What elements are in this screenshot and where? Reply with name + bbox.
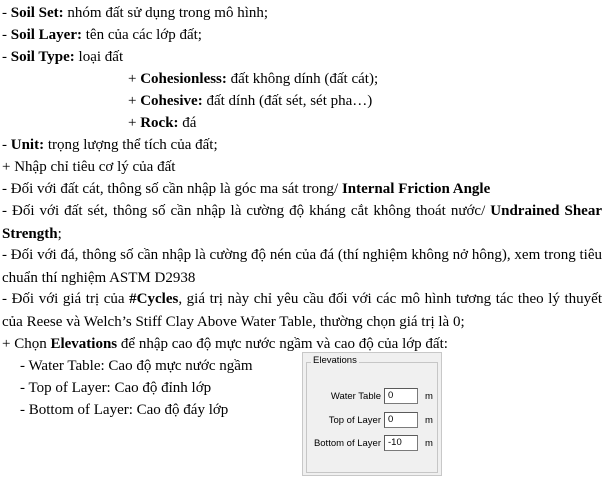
water-table-input[interactable]: 0 xyxy=(384,388,418,404)
cycles-term: #Cycles xyxy=(129,291,179,307)
soil-type-term: Soil Type: xyxy=(10,49,75,65)
top-of-layer-unit: m xyxy=(425,415,433,426)
elevations-panel xyxy=(302,352,442,476)
cohesive-term: Cohesive: xyxy=(140,93,203,109)
bottom-of-layer-line: - Bottom of Layer: Cao độ đáy lớp xyxy=(20,402,229,418)
clay-param-paragraph: - Đối với đất sét, thông số cần nhập là cường độ kháng cắt không thoát nước/ Undrained Shear Strength; xyxy=(2,203,602,242)
sand-param-line: - Đối với đất cát, thông số cần nhập là góc ma sát trong/ Internal Friction Angle xyxy=(2,181,491,197)
internal-friction-angle-term: Internal Friction Angle xyxy=(341,181,491,197)
top-of-layer-line: - Top of Layer: Cao độ đỉnh lớp xyxy=(20,380,212,396)
unit-term: Unit: xyxy=(10,137,45,153)
water-table-row xyxy=(303,388,443,406)
soil-set-term: Soil Set: xyxy=(10,5,64,21)
elevations-groupbox-title: Elevations xyxy=(313,355,357,366)
soil-layer-line: - Soil Layer: tên của các lớp đất; xyxy=(2,27,202,43)
undrained-shear-strength-term: Undrained Shear Strength xyxy=(2,203,602,242)
cohesionless-line: + Cohesionless: đất không dính (đất cát); xyxy=(128,71,379,87)
unit-line: - Unit: trọng lượng thể tích của đất; xyxy=(2,137,218,153)
bottom-of-layer-row xyxy=(303,435,443,453)
top-of-layer-row xyxy=(303,412,443,430)
soil-layer-term: Soil Layer: xyxy=(10,27,82,43)
water-table-line: - Water Table: Cao độ mực nước ngầm xyxy=(20,358,253,374)
rock-param-paragraph: - Đối với đá, thông số cần nhập là cường độ nén của đá (thí nghiệm không nở hông), xem trong tiêu chuẩn thí nghiệm ASTM D2938 xyxy=(2,247,602,286)
rock-line: + Rock: đá xyxy=(128,115,197,131)
soil-type-line: - Soil Type: loại đất xyxy=(2,49,124,65)
bottom-of-layer-unit: m xyxy=(425,438,433,449)
top-of-layer-label: Top of Layer xyxy=(328,415,381,426)
cycles-paragraph: - Đối với giá trị của #Cycles, giá trị này chỉ yêu cầu đối với các mô hình tương tác theo lý thuyết của Reese và Welch’s Stiff Clay Above Water Table, thường chọn giá trị là 0; xyxy=(2,291,602,330)
elevations-term: Elevations xyxy=(50,336,118,352)
cohesive-line: + Cohesive: đất dính (đất sét, sét pha…) xyxy=(128,93,373,109)
cohesionless-term: Cohesionless: xyxy=(140,71,227,87)
bottom-of-layer-label: Bottom of Layer xyxy=(313,438,381,449)
input-params-line: + Nhập chỉ tiêu cơ lý của đất xyxy=(2,159,176,175)
bottom-of-layer-input[interactable]: -10 xyxy=(384,435,418,451)
soil-set-line: - Soil Set: nhóm đất sử dụng trong mô hình; xyxy=(2,5,269,21)
water-table-unit: m xyxy=(425,391,433,402)
water-table-label: Water Table xyxy=(330,391,381,402)
top-of-layer-input[interactable]: 0 xyxy=(384,412,418,428)
elevations-intro-line: + Chọn Elevations để nhập cao độ mực nước ngầm và cao độ của lớp đất: xyxy=(2,336,448,352)
rock-term: Rock: xyxy=(140,115,179,131)
